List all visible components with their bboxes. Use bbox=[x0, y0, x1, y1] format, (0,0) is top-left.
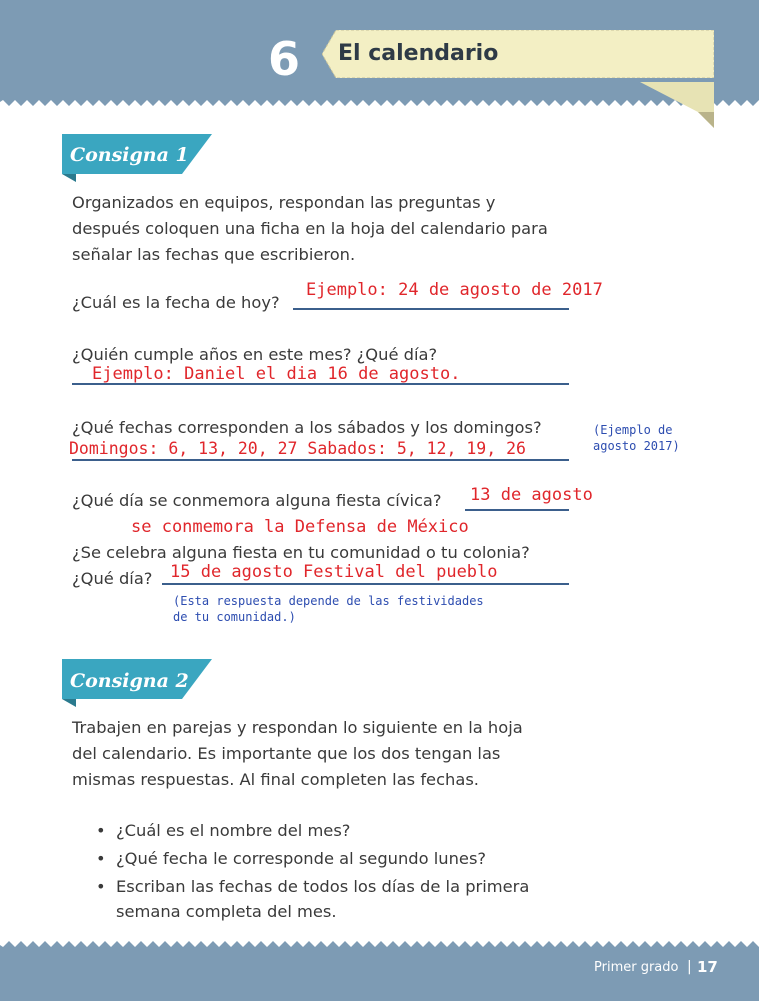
answer-line-5 bbox=[162, 583, 569, 585]
answer-line-4 bbox=[465, 509, 569, 511]
bullet-dot-icon: • bbox=[96, 821, 106, 840]
footer-band bbox=[0, 950, 759, 1001]
consigna-1-instructions: Organizados en equipos, respondan las preguntas y después coloquen una ficha en la hoja del calendario para señalar las fechas que escribieron. bbox=[72, 193, 548, 264]
bullet-dot-icon: • bbox=[96, 849, 106, 868]
handwritten-answer-4-detail: se conmemora la Defensa de México bbox=[131, 517, 469, 537]
question-1: ¿Cuál es la fecha de hoy? bbox=[72, 293, 280, 312]
note-community: (Esta respuesta depende de las festividades de tu comunidad.) bbox=[173, 594, 484, 624]
bullet-item: • ¿Qué fecha le corresponde al segundo lunes? bbox=[92, 846, 562, 871]
consigna-1-label: Consigna 1 bbox=[70, 144, 189, 166]
handwritten-answer-2: Ejemplo: Daniel el dia 16 de agosto. bbox=[92, 364, 461, 384]
handwritten-answer-5: 15 de agosto Festival del pueblo bbox=[170, 562, 498, 582]
consigna-2-bullet-list bbox=[92, 818, 562, 927]
question-4: ¿Qué día se conmemora alguna fiesta cívica? bbox=[72, 491, 442, 510]
bullet-dot-icon: • bbox=[96, 877, 106, 896]
handwritten-answer-3: Domingos: 6, 13, 20, 27 Sabados: 5, 12, 19, 26 bbox=[69, 439, 526, 458]
footer-grade: Primer grado bbox=[594, 960, 679, 975]
consigna-2-label: Consigna 2 bbox=[70, 670, 189, 692]
page-number: 17 bbox=[697, 958, 718, 976]
chapter-number: 6 bbox=[268, 32, 301, 86]
note-example-august: (Ejemplo de agosto 2017) bbox=[593, 423, 680, 453]
ribbon-tail bbox=[640, 82, 720, 130]
question-5: ¿Se celebra alguna fiesta en tu comunidad o tu colonia? bbox=[72, 543, 530, 562]
question-3: ¿Qué fechas corresponden a los sábados y los domingos? bbox=[72, 418, 542, 437]
bullet-item: • Escriban las fechas de todos los días de la primera semana completa del mes. bbox=[92, 874, 562, 924]
bullet-item: • ¿Cuál es el nombre del mes? bbox=[92, 818, 562, 843]
answer-line-3 bbox=[72, 459, 569, 461]
handwritten-answer-1: Ejemplo: 24 de agosto de 2017 bbox=[306, 280, 603, 300]
question-5-day: ¿Qué día? bbox=[72, 569, 153, 588]
page-title: El calendario bbox=[338, 41, 499, 66]
consigna-2-instructions: Trabajen en parejas y respondan lo siguiente en la hoja del calendario. Es importante que los dos tengan las mismas respuestas. Al final completen las fechas. bbox=[72, 718, 523, 789]
answer-line-1 bbox=[293, 308, 569, 310]
handwritten-answer-4: 13 de agosto bbox=[470, 485, 593, 505]
footer-separator: | bbox=[687, 959, 692, 975]
question-2: ¿Quién cumple años en este mes? ¿Qué día? bbox=[72, 345, 438, 364]
